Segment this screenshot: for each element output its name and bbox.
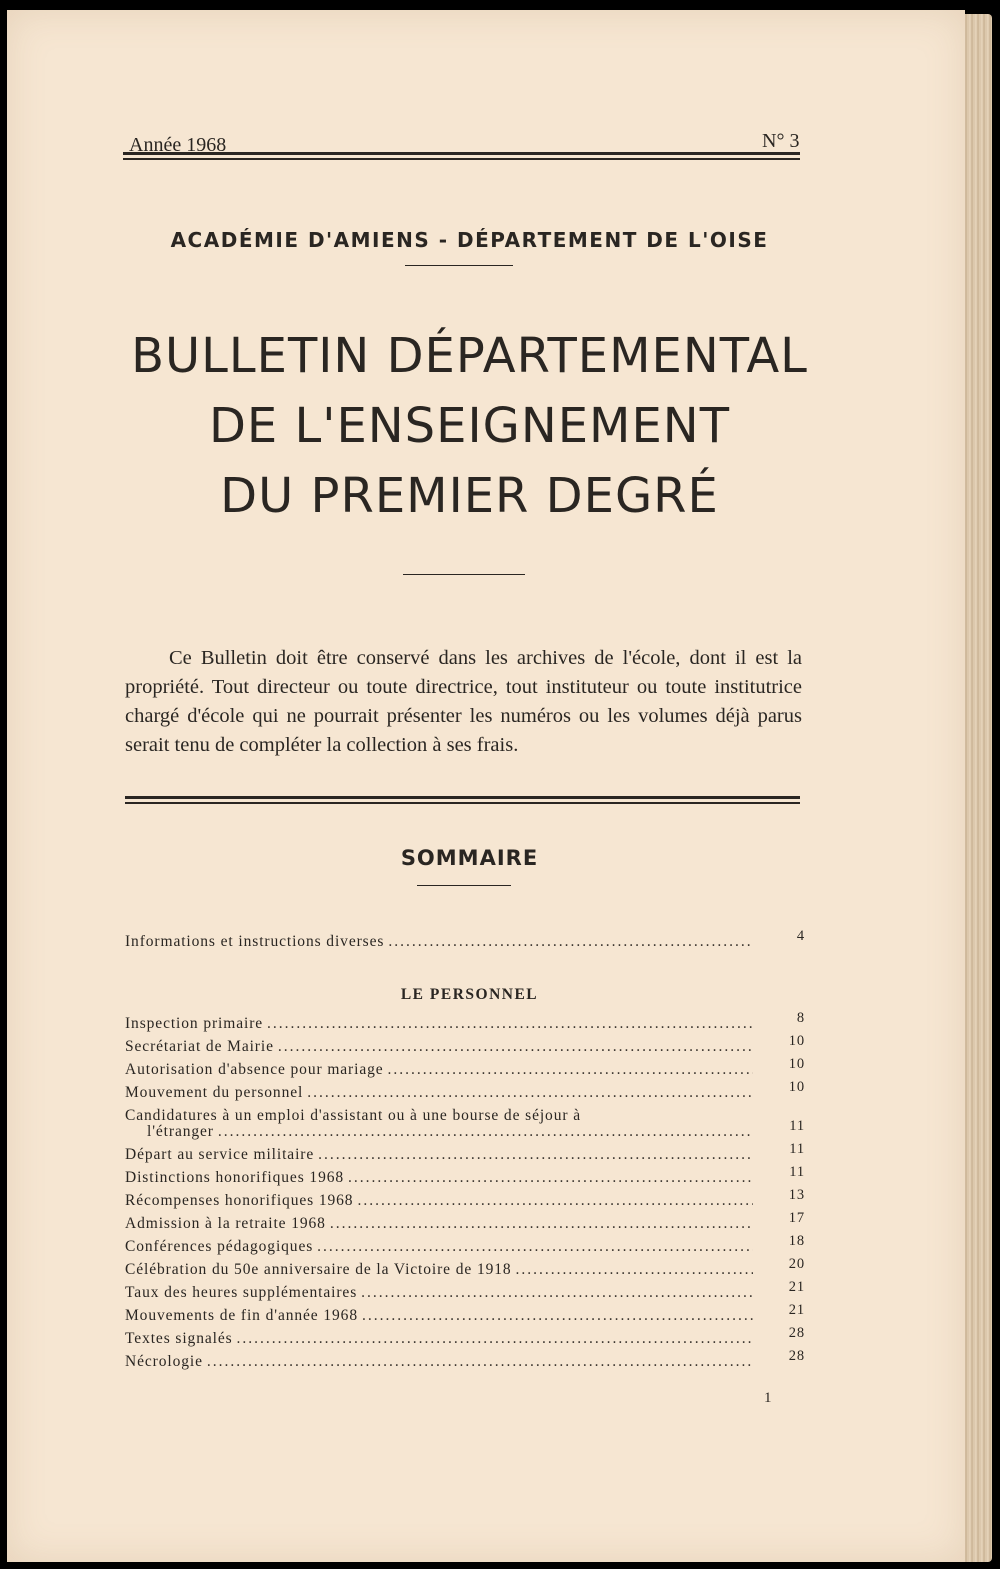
header-issue-number: N° 3 bbox=[762, 130, 800, 152]
toc-entry: Récompenses honorifiques 1968 ..... 13 bbox=[125, 1192, 805, 1210]
notice-rule bbox=[125, 796, 800, 804]
sommaire-title: SOMMAIRE bbox=[400, 846, 539, 870]
title-divider bbox=[403, 574, 525, 575]
toc-entry: Autorisation d'absence pour mariage ..... 10 bbox=[125, 1061, 805, 1079]
toc-entry: Distinctions honorifiques 1968 ..... 11 bbox=[125, 1169, 805, 1187]
toc-entry: Départ au service militaire ..... 11 bbox=[125, 1146, 805, 1164]
document-page bbox=[7, 10, 965, 1562]
header-rule bbox=[123, 152, 800, 160]
toc-page: 4 bbox=[796, 928, 805, 944]
toc-entry: Mouvements de fin d'année 1968 ..... 21 bbox=[125, 1307, 805, 1325]
toc-entry: Célébration du 50e anniversaire de la Victoire de 1918 ..... 20 bbox=[125, 1261, 805, 1279]
header-year: Année 1968 bbox=[129, 134, 227, 156]
conservation-notice bbox=[125, 644, 802, 760]
toc-entry: Taux des heures supplémentaires ..... 21 bbox=[125, 1284, 805, 1302]
title-line-1: BULLETIN DÉPARTEMENTAL bbox=[131, 328, 808, 384]
page-number: 1 bbox=[764, 1390, 772, 1406]
academy-heading: ACADÉMIE D'AMIENS - DÉPARTEMENT DE L'OISE bbox=[170, 228, 769, 252]
section-heading-personnel: LE PERSONNEL bbox=[400, 986, 539, 1003]
toc-entry-multiline: Candidatures à un emploi d'assistant ou à une bourse de séjour à l'étranger ..... 11 bbox=[125, 1107, 805, 1141]
toc-entry: Conférences pédagogiques ..... 18 bbox=[125, 1238, 805, 1256]
title-line-2: DE L'ENSEIGNEMENT bbox=[208, 398, 731, 454]
toc-entry: Nécrologie ..... 28 bbox=[125, 1353, 805, 1371]
toc-entry-intro bbox=[125, 928, 805, 951]
academy-divider bbox=[405, 265, 513, 266]
toc-entry: Admission à la retraite 1968 ..... 17 bbox=[125, 1215, 805, 1233]
sommaire-divider bbox=[417, 885, 511, 886]
toc-leader bbox=[388, 933, 753, 951]
toc-entry: Textes signalés ..... 28 bbox=[125, 1330, 805, 1348]
notice-text: Ce Bulletin doit être conservé dans les archives de l'école, dont il est la propriété. Tout directeur ou toute directrice, tout instituteur ou toute institutrice chargé d'école qui ne pourrait présenter les numéros ou les volumes déjà parus serait tenu de compléter la collection à ses frais. bbox=[125, 647, 802, 756]
toc-entry: Mouvement du personnel ..... 10 bbox=[125, 1084, 805, 1102]
toc-label: Informations et instructions diverses bbox=[125, 933, 385, 950]
toc-entry: Inspection primaire ..... 8 bbox=[125, 1015, 805, 1033]
title-line-3: DU PREMIER DEGRÉ bbox=[220, 468, 719, 524]
toc-entry: Secrétariat de Mairie ..... 10 bbox=[125, 1038, 805, 1056]
